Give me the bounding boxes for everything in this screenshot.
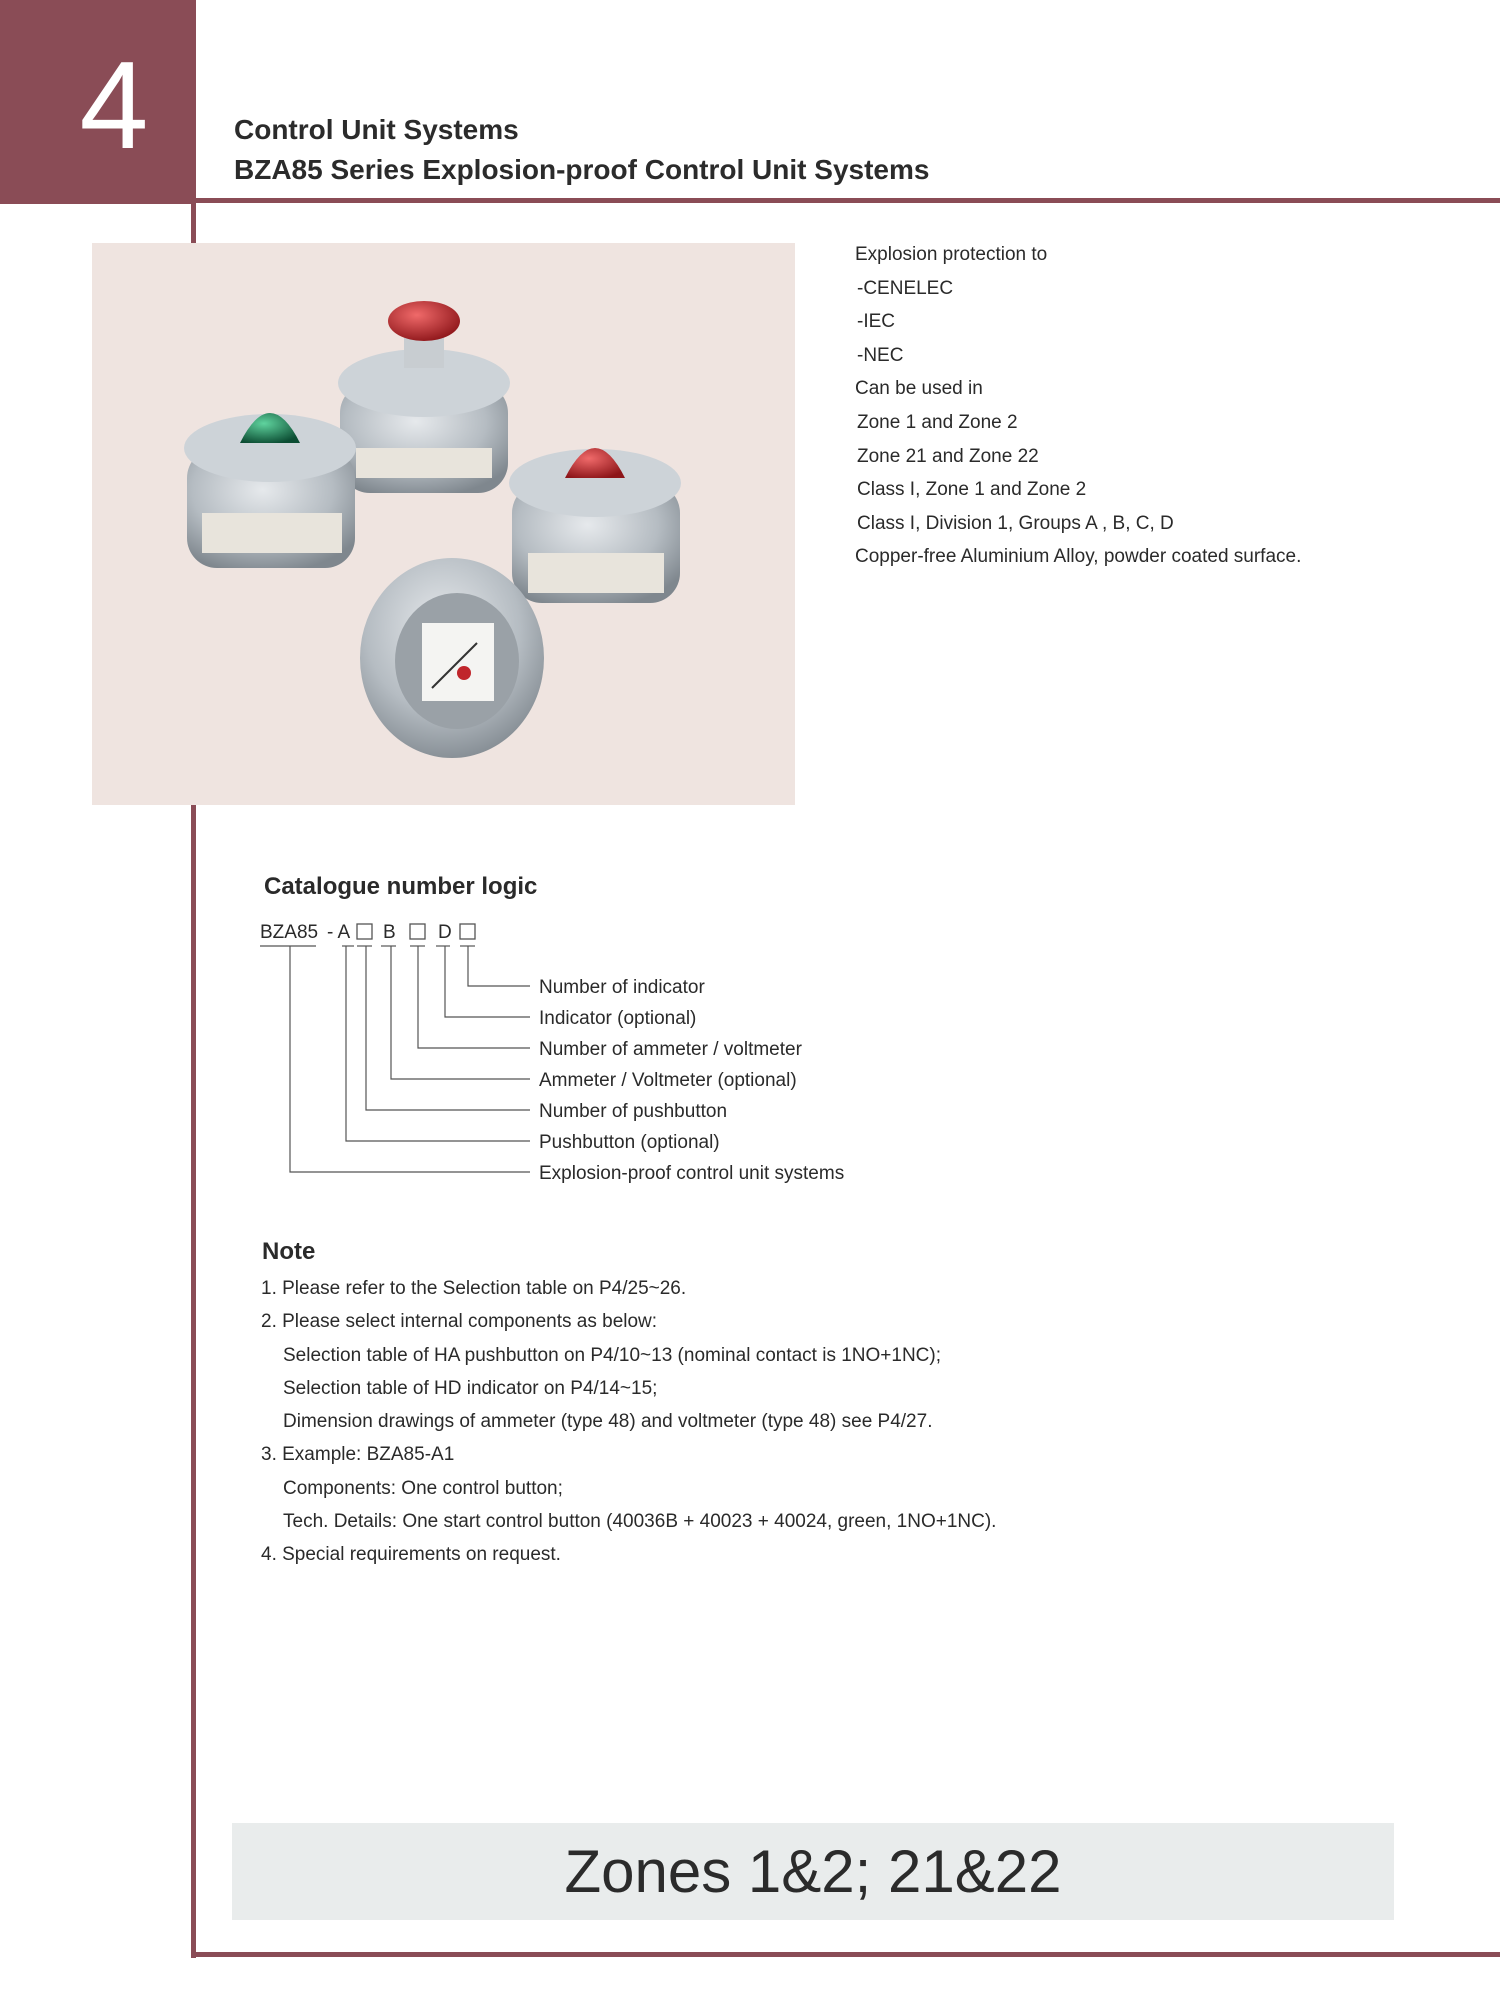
red-indicator-unit-icon bbox=[509, 448, 681, 603]
zones-label: Zones 1&2; 21&22 bbox=[564, 1838, 1062, 1905]
note-line: 2. Please select internal components as below: bbox=[261, 1311, 658, 1333]
spec-item: Class I, Zone 1 and Zone 2 bbox=[857, 479, 1087, 501]
explosion-proof-units-illustration bbox=[92, 243, 795, 805]
green-indicator-unit-icon bbox=[184, 413, 356, 568]
legend-ammeter: Ammeter / Voltmeter (optional) bbox=[539, 1070, 797, 1091]
chapter-number: 4 bbox=[79, 37, 149, 175]
connector-lines bbox=[260, 946, 530, 1172]
zones-banner bbox=[232, 1823, 1394, 1920]
code-box bbox=[410, 924, 425, 939]
legend-number-of-pushbutton: Number of pushbutton bbox=[539, 1101, 728, 1122]
catalogue-diagram bbox=[250, 910, 950, 1190]
spec-item: -IEC bbox=[857, 311, 895, 333]
code-box bbox=[357, 924, 372, 939]
note-list bbox=[261, 1272, 996, 1572]
legend-control-unit: Explosion-proof control unit systems bbox=[539, 1163, 845, 1184]
catalogue-heading: Catalogue number logic bbox=[264, 873, 538, 900]
product-photo bbox=[92, 243, 795, 805]
code-part-d: D bbox=[438, 922, 452, 943]
pushbutton-unit-icon bbox=[338, 301, 510, 493]
spec-item: Can be used in bbox=[855, 378, 983, 400]
note-heading: Note bbox=[262, 1238, 316, 1265]
spec-item: Explosion protection to bbox=[855, 244, 1048, 265]
legend-number-of-indicator: Number of indicator bbox=[539, 977, 705, 998]
note-line: Dimension drawings of ammeter (type 48) and voltmeter (type 48) see P4/27. bbox=[283, 1411, 933, 1433]
legend-number-of-ammeter: Number of ammeter / voltmeter bbox=[539, 1039, 802, 1060]
spec-item: -CENELEC bbox=[857, 277, 954, 299]
legend-indicator: Indicator (optional) bbox=[539, 1008, 697, 1029]
spec-item: Zone 1 and Zone 2 bbox=[857, 411, 1018, 433]
code-part-series: BZA85 bbox=[260, 922, 319, 943]
header-rule bbox=[196, 198, 1500, 203]
spec-item: Class I, Division 1, Groups A , B, C, D bbox=[857, 512, 1174, 534]
code-part-b: B bbox=[383, 922, 396, 943]
page-subtitle: BZA85 Series Explosion-proof Control Unit Systems bbox=[234, 154, 930, 185]
code-part-a: - A bbox=[327, 922, 351, 943]
note-line: 1. Please refer to the Selection table on P4/25~26. bbox=[261, 1278, 687, 1299]
page-title: Control Unit Systems bbox=[234, 114, 519, 145]
meter-unit-icon bbox=[360, 558, 544, 758]
bottom-rule bbox=[191, 1952, 1500, 1957]
note-line: Selection table of HD indicator on P4/14~15; bbox=[283, 1377, 658, 1399]
note-line: 4. Special requirements on request. bbox=[261, 1544, 561, 1566]
note-line: 3. Example: BZA85-A1 bbox=[261, 1444, 455, 1466]
spec-item: -NEC bbox=[857, 344, 904, 366]
spec-list bbox=[855, 238, 1301, 574]
code-box bbox=[460, 924, 475, 939]
note-line: Tech. Details: One start control button (40036B + 40023 + 40024, green, 1NO+1NC). bbox=[283, 1511, 997, 1533]
spec-item: Zone 21 and Zone 22 bbox=[857, 445, 1039, 467]
spec-item: Copper-free Aluminium Alloy, powder coated surface. bbox=[855, 546, 1302, 568]
legend-pushbutton: Pushbutton (optional) bbox=[539, 1132, 720, 1153]
note-line: Selection table of HA pushbutton on P4/10~13 (nominal contact is 1NO+1NC); bbox=[283, 1344, 942, 1366]
note-line: Components: One control button; bbox=[283, 1477, 563, 1499]
